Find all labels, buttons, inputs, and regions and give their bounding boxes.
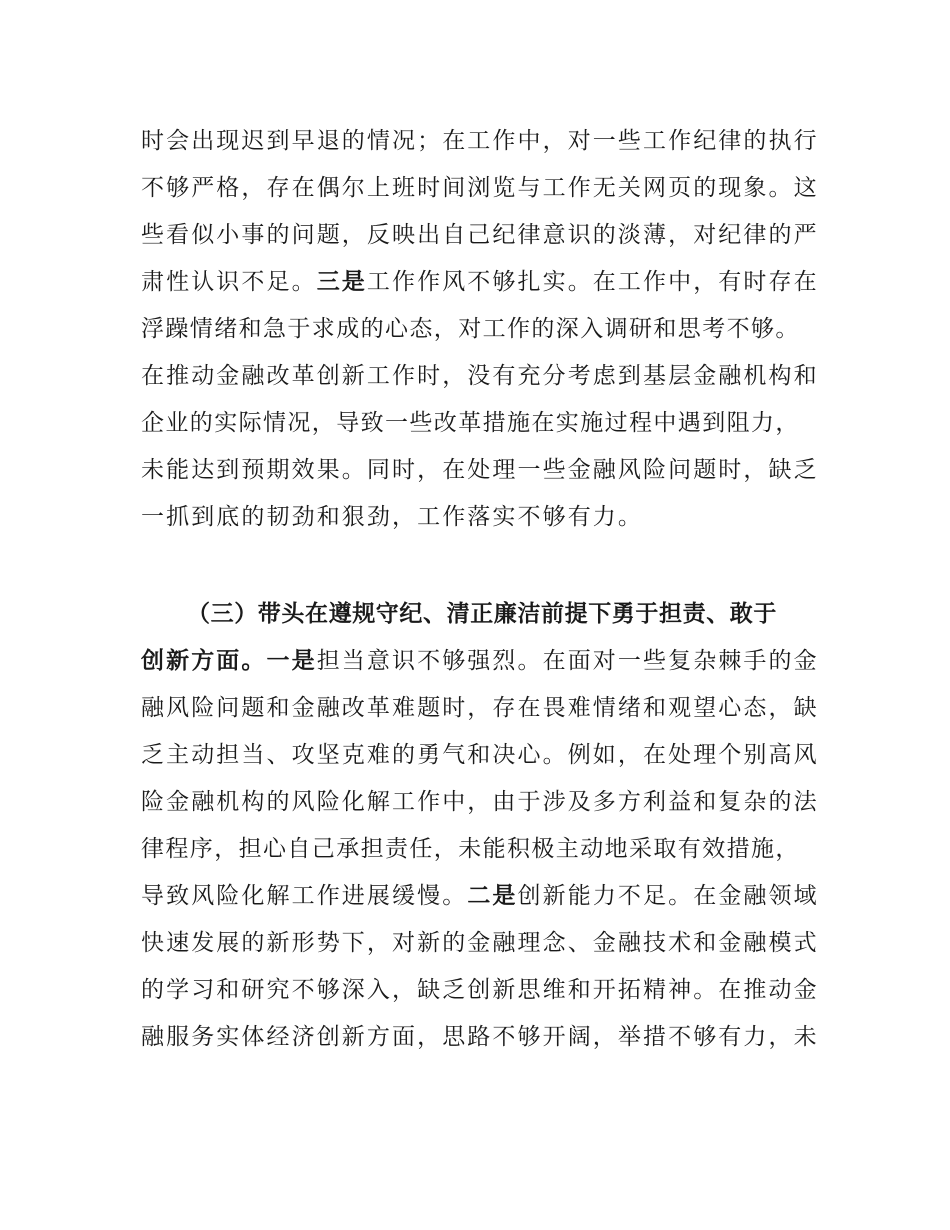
section-heading-continued: 创新方面。 — [141, 648, 267, 674]
text-line: 不够严格，存在偶尔上班时间浏览与工作无关网页的现象。这 — [141, 175, 819, 201]
text-line — [141, 259, 819, 306]
point-label-one: 一是 — [266, 648, 317, 674]
text-line: 一抓到底的韧劲和狠劲，工作落实不够有力。 — [141, 504, 643, 530]
text-run: 工作作风不够扎实。在工作中，有时存在 — [366, 269, 819, 295]
paragraph-discipline-and-work-style — [141, 118, 819, 541]
text-line: 在推动金融改革创新工作时，没有充分考虑到基层金融机构和 — [141, 363, 819, 389]
text-line: 企业的实际情况，导致一些改革措施在实施过程中遇到阻力， — [141, 410, 800, 436]
text-line — [141, 873, 819, 920]
text-line: 的学习和研究不够深入，缺乏创新思维和开拓精神。在推动金 — [141, 977, 819, 1003]
text-line: 融服务实体经济创新方面，思路不够开阔，举措不够有力，未 — [141, 1024, 819, 1050]
text-run: 担当意识不够强烈。在面对一些复杂棘手的金 — [316, 648, 819, 674]
paragraph-responsibility-and-innovation — [141, 591, 819, 1061]
point-label-three: 三是 — [316, 269, 367, 295]
text-line: 浮躁情绪和急于求成的心态，对工作的深入调研和思考不够。 — [141, 316, 800, 342]
text-line: 快速发展的新形势下，对新的金融理念、金融技术和金融模式 — [141, 930, 819, 956]
text-line: 未能达到预期效果。同时，在处理一些金融风险问题时，缺乏 — [141, 457, 819, 483]
point-label-two: 二是 — [467, 883, 518, 909]
text-line: 时会出现迟到早退的情况；在工作中，对一些工作纪律的执行 — [141, 128, 819, 154]
text-line: 律程序，担心自己承担责任，未能积极主动地采取有效措施， — [141, 836, 800, 862]
text-run: 导致风险化解工作进展缓慢。 — [141, 883, 468, 909]
text-run: 肃性认识不足。 — [141, 269, 317, 295]
section-heading: （三）带头在遵规守纪、清正廉洁前提下勇于担责、敢于 — [187, 601, 777, 627]
text-line — [141, 638, 819, 685]
text-line: 些看似小事的问题，反映出自己纪律意识的淡薄，对纪律的严 — [141, 222, 819, 248]
text-line: 乏主动担当、攻坚克难的勇气和决心。例如，在处理个别高风 — [141, 742, 819, 768]
text-line: 融风险问题和金融改革难题时，存在畏难情绪和观望心态，缺 — [141, 695, 819, 721]
text-run: 创新能力不足。在金融领域 — [517, 883, 819, 909]
text-line — [141, 591, 813, 638]
text-line: 险金融机构的风险化解工作中，由于涉及多方利益和复杂的法 — [141, 789, 819, 815]
